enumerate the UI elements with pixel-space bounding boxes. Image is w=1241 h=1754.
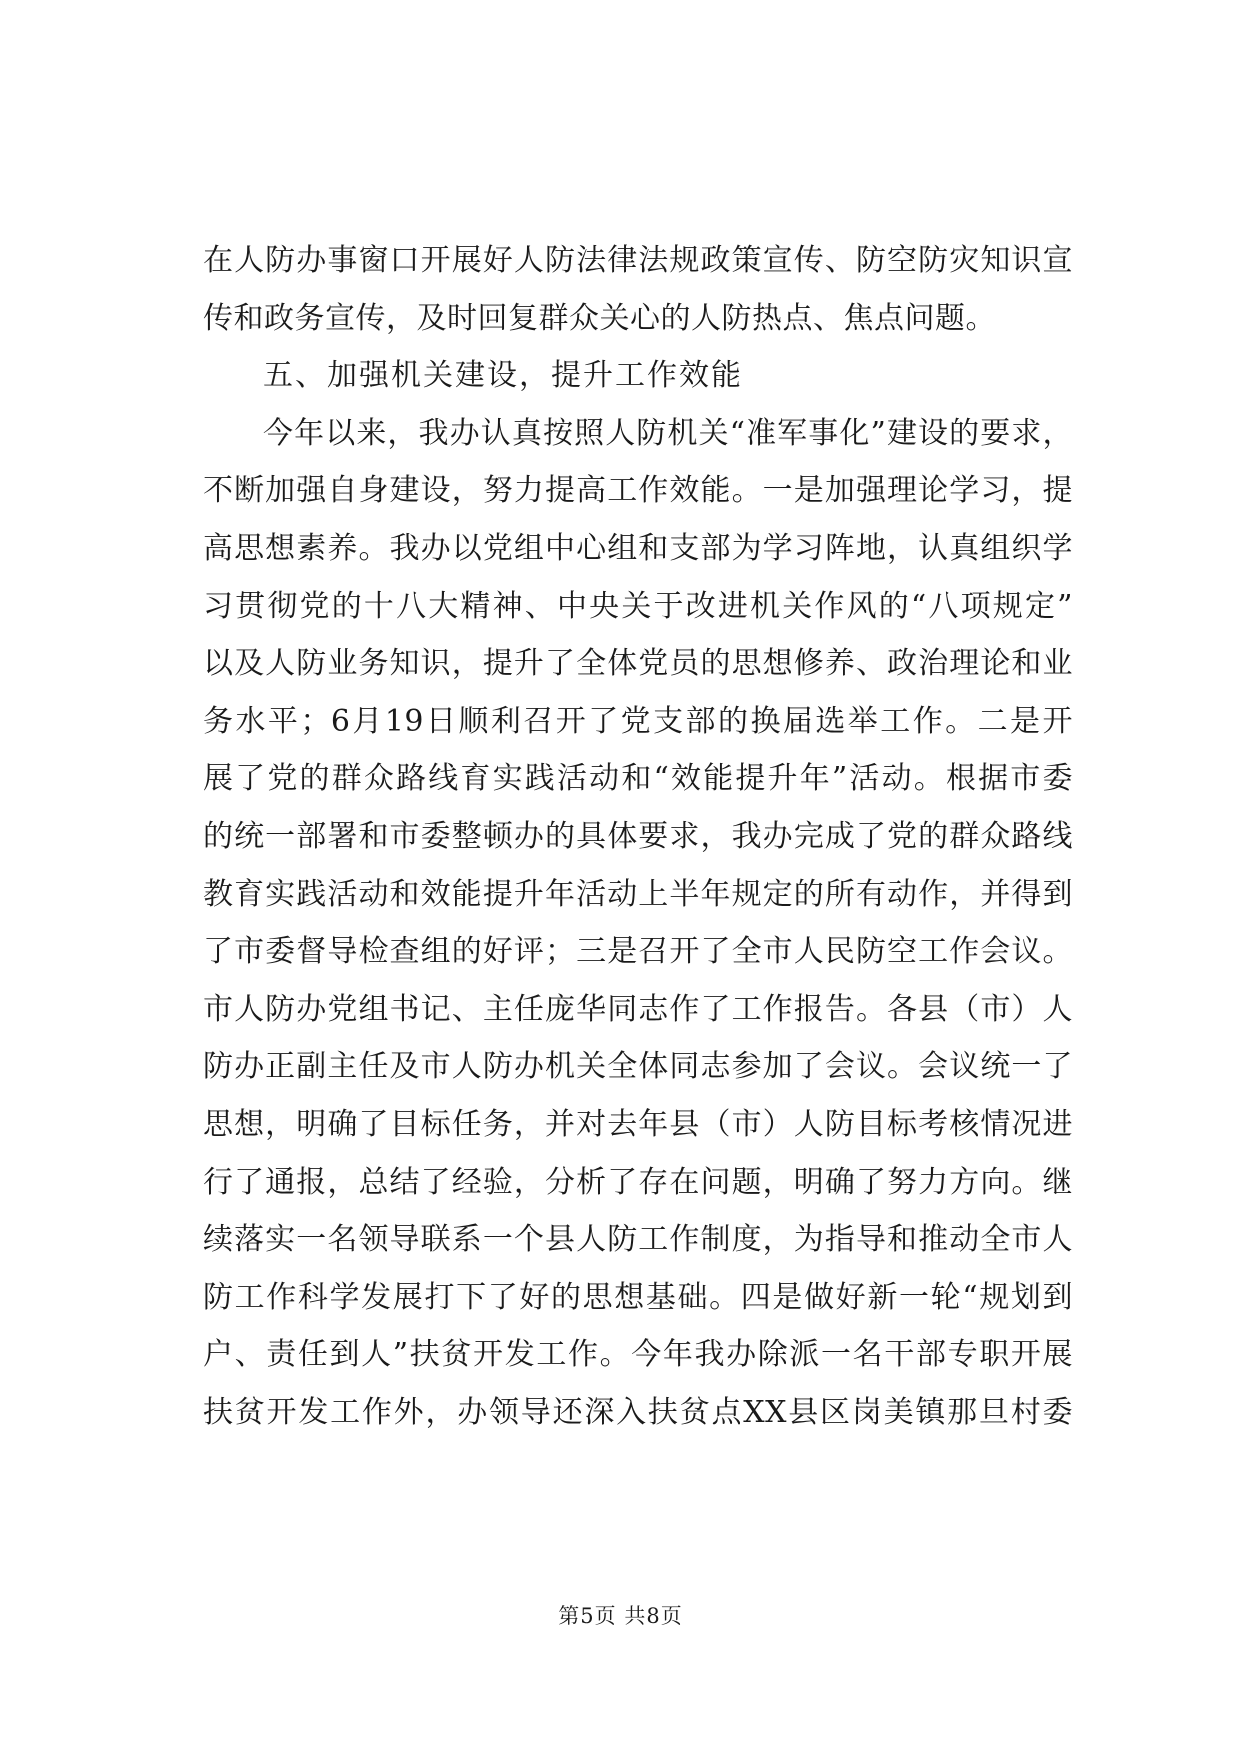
section-heading: 五、加强机关建设，提升工作效能 (263, 358, 743, 394)
text-line: 今年以来，我办认真按照人防机关“准军事化”建设的要求， (263, 415, 1073, 451)
text-line: 教育实践活动和效能提升年活动上半年规定的所有动作，并得到 (203, 876, 1073, 912)
text-line: 务水平；6月19日顺利召开了党支部的换届选举工作。二是开 (203, 703, 1073, 739)
text-line: 市人防办党组书记、主任庞华同志作了工作报告。各县（市）人 (203, 991, 1073, 1027)
text-line: 行了通报，总结了经验，分析了存在问题，明确了努力方向。继 (203, 1164, 1073, 1200)
text-line: 以及人防业务知识，提升了全体党员的思想修养、政治理论和业 (203, 646, 1073, 682)
body-text (203, 232, 1073, 1441)
text-line: 展了党的群众路线育实践活动和“效能提升年”活动。根据市委 (203, 761, 1073, 797)
text-line: 了市委督导检查组的好评；三是召开了全市人民防空工作会议。 (203, 934, 1073, 970)
text-line: 传和政务宣传，及时回复群众关心的人防热点、焦点问题。 (203, 300, 996, 336)
text-line: 防办正副主任及市人防办机关全体同志参加了会议。会议统一了 (203, 1049, 1073, 1085)
text-line: 户、责任到人”扶贫开发工作。今年我办除派一名干部专职开展 (203, 1337, 1073, 1373)
text-line: 扶贫开发工作外，办领导还深入扶贫点XX县区岗美镇那旦村委 (203, 1394, 1073, 1430)
text-line: 高思想素养。我办以党组中心组和支部为学习阵地，认真组织学 (203, 530, 1073, 566)
text-line: 习贯彻党的十八大精神、中央关于改进机关作风的“八项规定” (203, 588, 1073, 624)
text-line: 不断加强自身建设，努力提高工作效能。一是加强理论学习，提 (203, 473, 1073, 509)
text-line: 防工作科学发展打下了好的思想基础。四是做好新一轮“规划到 (203, 1279, 1073, 1315)
text-line: 的统一部署和市委整顿办的具体要求，我办完成了党的群众路线 (203, 818, 1073, 854)
page-footer: 第5页 共8页 (558, 1604, 683, 1628)
text-line: 续落实一名领导联系一个县人防工作制度，为指导和推动全市人 (203, 1222, 1073, 1258)
text-line: 在人防办事窗口开展好人防法律法规政策宣传、防空防灾知识宣 (203, 243, 1073, 278)
text-line: 思想，明确了目标任务，并对去年县（市）人防目标考核情况进 (203, 1106, 1073, 1142)
